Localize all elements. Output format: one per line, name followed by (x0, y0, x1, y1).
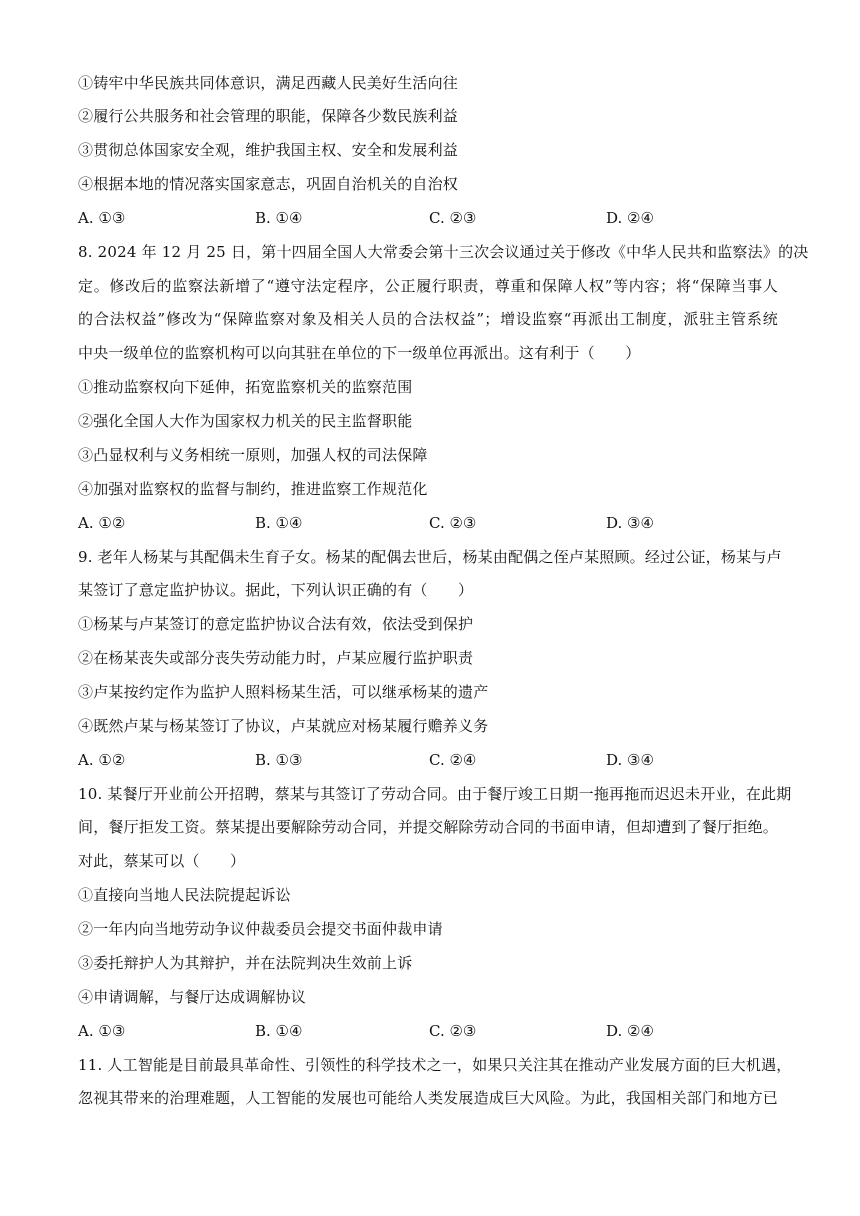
q10-item-3: ③委托辩护人为其辩护，并在法院判决生效前上诉 (78, 954, 413, 972)
q9-item-2: ②在杨某丧失或部分丧失劳动能力时，卢某应履行监护职责 (78, 649, 474, 667)
q8-option-a: A. ①② (78, 514, 126, 532)
q10-item-2: ②一年内向当地劳动争议仲裁委员会提交书面仲裁申请 (78, 920, 443, 938)
q10-options (78, 1021, 778, 1041)
q9-item-4: ④既然卢某与杨某签订了协议，卢某就应对杨某履行赡养义务 (78, 717, 489, 735)
q8-item-3: ③凸显权利与义务相统一原则，加强人权的司法保障 (78, 446, 428, 464)
q9-item-3: ③卢某按约定作为监护人照料杨某生活，可以继承杨某的遗产 (78, 683, 489, 701)
q8-item-1: ①推动监察权向下延伸，拓宽监察机关的监察范围 (78, 378, 413, 396)
q9-stem-line-1: 9. 老年人杨某与其配偶未生育子女。杨某的配偶去世后，杨某由配偶之侄卢某照顾。经过公证，杨某与卢 (78, 548, 782, 566)
q10-stem-line-1: 10. 某餐厅开业前公开招聘，蔡某与其签订了劳动合同。由于餐厅竣工日期一拖再拖而迟迟未开业，在此期 (78, 785, 792, 803)
q7-item-1: ①铸牢中华民族共同体意识，满足西藏人民美好生活向往 (78, 74, 459, 92)
q10-item-1: ①直接向当地人民法院提起诉讼 (78, 886, 291, 904)
q7-item-4: ④根据本地的情况落实国家意志，巩固自治机关的自治权 (78, 175, 459, 193)
q8-item-2: ②强化全国人大作为国家权力机关的民主监督职能 (78, 412, 413, 430)
q8-stem-line-1: 8. 2024 年 12 月 25 日，第十四届全国人大常委会第十三次会议通过关于修改《中华人民共和监察法》的决 (78, 243, 809, 261)
q7-item-2: ②履行公共服务和社会管理的职能，保障各少数民族利益 (78, 107, 459, 125)
q8-option-b: B. ①④ (255, 514, 303, 532)
q10-stem-line-3: 对此，蔡某可以（ ） (78, 852, 246, 870)
q8-options (78, 513, 778, 533)
q8-stem-line-4: 中央一级单位的监察机构可以向其驻在单位的下一级单位再派出。这有利于（ ） (78, 344, 641, 362)
q8-item-4: ④加强对监察权的监督与制约，推进监察工作规范化 (78, 480, 428, 498)
q9-option-a: A. ①② (78, 751, 126, 769)
q10-item-4: ④申请调解，与餐厅达成调解协议 (78, 988, 307, 1006)
q9-option-c: C. ②④ (429, 751, 477, 769)
q10-stem-line-2: 间，餐厅拒发工资。蔡某提出要解除劳动合同，并提交解除劳动合同的书面申请，但却遭到了餐厅拒绝。 (78, 818, 778, 836)
q10-option-d: D. ②④ (606, 1022, 654, 1040)
q11-stem-line-1: 11. 人工智能是目前最具革命性、引领性的科学技术之一，如果只关注其在推动产业发展方面的巨大机遇， (78, 1056, 792, 1074)
q7-item-3: ③贯彻总体国家安全观，维护我国主权、安全和发展利益 (78, 141, 459, 159)
q9-option-b: B. ①③ (255, 751, 303, 769)
q9-item-1: ①杨某与卢某签订的意定监护协议合法有效，依法受到保护 (78, 615, 474, 633)
q9-options (78, 750, 778, 770)
q8-stem-line-3: 的合法权益”修改为“保障监察对象及相关人员的合法权益”；增设监察“再派出工制度，派驻主管系统 (78, 310, 778, 328)
q11-stem-line-2: 忽视其带来的治理难题，人工智能的发展也可能给人类发展造成巨大风险。为此，我国相关部门和地方已 (78, 1089, 778, 1107)
q8-stem-line-2: 定。修改后的监察法新增了“遵守法定程序，公正履行职责，尊重和保障人权”等内容；将“保障当事人 (78, 277, 778, 295)
q10-option-a: A. ①③ (78, 1022, 126, 1040)
q10-option-c: C. ②③ (429, 1022, 477, 1040)
q7-option-a: A. ①③ (78, 209, 126, 227)
q7-option-c: C. ②③ (429, 209, 477, 227)
q10-option-b: B. ①④ (255, 1022, 303, 1040)
q9-stem-line-2: 某签订了意定监护协议。据此，下列认识正确的有（ ） (78, 581, 474, 599)
q9-option-d: D. ③④ (606, 751, 654, 769)
q8-option-d: D. ③④ (606, 514, 654, 532)
q7-option-d: D. ②④ (606, 209, 654, 227)
q7-options (78, 208, 778, 228)
q8-option-c: C. ②③ (429, 514, 477, 532)
q7-option-b: B. ①④ (255, 209, 303, 227)
